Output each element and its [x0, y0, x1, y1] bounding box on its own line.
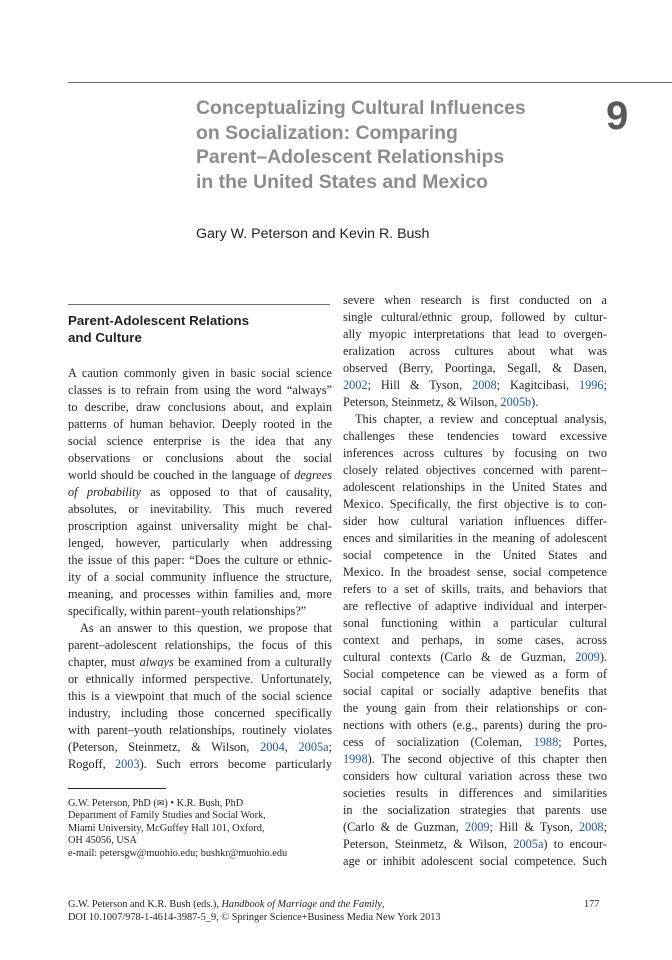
body-line	[343, 309, 607, 326]
body-line	[343, 394, 607, 411]
body-line	[68, 365, 332, 382]
body-text: ; Hill & Tyson,	[489, 820, 579, 834]
body-line	[343, 717, 607, 734]
body-line	[343, 326, 607, 343]
body-line	[68, 722, 332, 739]
body-line	[68, 467, 332, 484]
body-text: in the socialization strategies that parents use	[343, 803, 607, 817]
citation-link[interactable]: 2004	[260, 740, 285, 754]
body-text: This chapter, a review and conceptual analysis,	[355, 412, 607, 426]
body-text: sider how cultural variation influences differ-	[343, 514, 607, 528]
body-line	[68, 552, 332, 569]
body-text: Social competence can be viewed as a form of	[343, 667, 607, 681]
citation-link[interactable]: 1996	[578, 378, 604, 392]
header-rule	[68, 82, 672, 83]
body-text: ; Portes,	[558, 735, 607, 749]
body-text: As an answer to this question, we propose that	[80, 621, 332, 635]
footer-citation	[68, 899, 608, 912]
body-line	[68, 637, 332, 654]
affiliation-line: OH 45056, USA	[68, 835, 137, 847]
section-rule	[68, 304, 330, 305]
body-line	[68, 399, 332, 416]
body-line	[343, 377, 607, 394]
body-text: to describe, draw conclusions about, and explain	[68, 400, 332, 414]
body-line	[68, 739, 332, 756]
author-affiliation	[68, 798, 330, 860]
body-text: A caution commonly given in basic social science	[68, 366, 332, 380]
footer-citation-part: G.W. Peterson and K.R. Bush (eds.),	[68, 899, 222, 910]
body-text: social capital or socially adaptive benefits that	[343, 684, 607, 698]
footer-book-title: Handbook of Marriage and the Family	[221, 899, 382, 910]
body-text: observations or conclusions about the social	[68, 451, 332, 465]
body-text: ).	[531, 395, 539, 409]
body-line	[68, 535, 332, 552]
body-line	[343, 547, 607, 564]
body-text: Peterson, Steinmetz, & Wilson,	[343, 837, 514, 851]
citation-link[interactable]: 2009	[464, 820, 490, 834]
body-line	[343, 632, 607, 649]
body-line	[343, 445, 607, 462]
body-line	[343, 479, 607, 496]
body-text: meaning, and processes within families and, more	[68, 587, 332, 601]
body-line	[68, 688, 332, 705]
body-line	[343, 598, 607, 615]
body-line	[343, 853, 607, 870]
affiliation-email[interactable]: e-mail: petersgw@muohio.edu; bushkr@muohio.edu	[68, 847, 288, 859]
body-text: lenged, however, particularly when addressing	[68, 536, 332, 550]
chapter-title-line: in the United States and Mexico	[196, 170, 488, 193]
body-line	[68, 433, 332, 450]
body-line	[343, 462, 607, 479]
body-text: Peterson, Steinmetz, & Wilson,	[343, 395, 501, 409]
body-text: inferences across cultures by focusing on two	[343, 446, 607, 460]
body-line	[343, 683, 607, 700]
body-line	[68, 569, 332, 586]
emphasis-text: degrees	[294, 468, 332, 482]
body-text: Mexico. Specifically, the first objective is to con-	[343, 497, 607, 511]
body-line	[68, 705, 332, 722]
affiliation-names	[68, 798, 330, 810]
body-text: ). The second objective of this chapter then	[367, 752, 607, 766]
body-line	[343, 734, 607, 751]
body-line	[68, 450, 332, 467]
envelope-icon: ✉	[156, 799, 165, 809]
body-line	[68, 501, 332, 518]
section-heading	[68, 312, 330, 346]
body-text: ; Kagitcibasi,	[496, 378, 579, 392]
body-text: social competence in the United States and	[343, 548, 607, 562]
body-line	[343, 751, 607, 768]
section-heading-line: and Culture	[68, 330, 142, 345]
affiliation-line: Department of Family Studies and Social Work,	[68, 810, 266, 822]
body-text: (Peterson, Steinmetz, & Wilson,	[68, 740, 261, 754]
body-text: classes is to refrain from using the word “always”	[68, 383, 332, 397]
body-line	[68, 586, 332, 603]
chapter-title-line: on Socialization: Comparing	[196, 121, 458, 144]
citation-link[interactable]: 2009	[575, 650, 600, 664]
citation-link[interactable]: 1988	[533, 735, 559, 749]
affiliation-name-part: ) • K.R. Bush, PhD	[164, 798, 244, 809]
emphasis-text: always	[139, 655, 174, 669]
footer-citation-part: ,	[381, 899, 385, 910]
body-text: ;	[603, 378, 607, 392]
body-text: observed (Berry, Poortinga, Segall, & Dasen,	[343, 361, 607, 375]
footnote-rule	[68, 788, 166, 789]
body-text: ally myopic interpretations that lead to overgen-	[343, 327, 607, 341]
body-line	[68, 654, 332, 671]
body-text: be examined from a culturally	[173, 655, 332, 669]
body-text: ;	[328, 740, 333, 754]
body-line	[68, 484, 332, 501]
body-text: industry, including those concerned specifically	[68, 706, 332, 720]
body-text: specifically, within parent–youth relationships?”	[68, 604, 307, 618]
citation-link[interactable]: 2005b	[500, 395, 532, 409]
affiliation-name-part: G.W. Peterson, PhD (	[68, 798, 157, 809]
body-text: closely related objectives concerned with parent–	[343, 463, 607, 477]
body-text: or ethnically informed perspective. Unfortunately,	[68, 672, 332, 686]
chapter-title-line: Parent–Adolescent Relationships	[196, 146, 505, 168]
body-text: parent–adolescent relationships, the focus of this	[68, 638, 332, 652]
body-text: social science enterprise is the idea that any	[68, 434, 332, 448]
body-line	[343, 649, 607, 666]
body-text: ;	[603, 820, 607, 834]
citation-link[interactable]: 2002	[343, 378, 368, 392]
body-line	[343, 768, 607, 785]
body-text: nections with others (e.g., parents) during the pro-	[343, 718, 607, 732]
chapter-title	[196, 96, 576, 194]
body-line	[68, 416, 332, 433]
citation-link[interactable]: 1998	[343, 752, 368, 766]
body-line	[343, 581, 607, 598]
body-text: ,	[284, 740, 299, 754]
body-line	[343, 428, 607, 445]
body-text: societies results in differences and similarities	[343, 786, 607, 800]
body-line	[343, 496, 607, 513]
body-line	[343, 615, 607, 632]
footer-doi: DOI 10.1007/978-1-4614-3987-5_9, © Springer Science+Business Media New York 2013	[68, 911, 441, 923]
body-text: refers to a set of skills, traits, and behaviors that	[343, 582, 607, 596]
body-text: as opposed to that of causality,	[141, 485, 332, 499]
page-footer	[68, 899, 608, 925]
body-text: the issue of this paper: “Does the culture or ethnic-	[68, 553, 332, 567]
body-text: adolescent relationships in the United States and	[343, 480, 607, 494]
body-line	[343, 802, 607, 819]
body-text: ity of a social community influence the structure,	[68, 570, 332, 584]
body-text: severe when research is first conducted on a	[343, 293, 607, 307]
body-text: ) to encour-	[543, 837, 607, 851]
body-line	[343, 513, 607, 530]
body-line	[343, 411, 607, 428]
body-line	[68, 671, 332, 688]
body-text: (Carlo & de Guzman,	[343, 820, 465, 834]
body-text: ences and similarities in the meaning of adolescent	[343, 531, 607, 545]
section-heading-line: Parent-Adolescent Relations	[68, 313, 250, 328]
body-text: sonal functioning within a particular cultural	[343, 616, 607, 630]
chapter-number: 9	[606, 94, 629, 138]
page-number: 177	[584, 899, 600, 910]
body-text: the young gain from their relationships or con-	[343, 701, 607, 715]
body-text: this is a viewpoint that much of the social science	[68, 689, 332, 703]
affiliation-line: Miami University, McGuffey Hall 101, Oxford,	[68, 822, 265, 834]
body-text: considers how cultural variation across these two	[343, 769, 607, 783]
body-line	[68, 382, 332, 399]
citation-link[interactable]: 2008	[578, 820, 604, 834]
body-text: Rogoff,	[68, 757, 115, 771]
body-line	[68, 620, 332, 637]
citation-link[interactable]: 2008	[472, 378, 497, 392]
body-text: proscription against universality might be chal-	[68, 519, 332, 533]
body-line	[343, 530, 607, 547]
body-line	[343, 564, 607, 581]
body-text: are reflective of adaptive individual and interper-	[343, 599, 607, 613]
body-line	[343, 836, 607, 853]
body-line	[68, 756, 332, 773]
body-line	[343, 292, 607, 309]
emphasis-text: of probability	[68, 485, 142, 499]
body-text: ). Such errors become particularly	[139, 757, 332, 771]
citation-link[interactable]: 2005a	[513, 837, 544, 851]
body-text: age or inhibit adolescent social competence. Such	[343, 854, 607, 868]
body-line	[343, 819, 607, 836]
body-text: challenges these tendencies toward excessive	[343, 429, 607, 443]
body-line	[343, 666, 607, 683]
body-text: patterns of human behavior. Deeply rooted in the	[68, 417, 332, 431]
body-text: with parent–youth relationships, routinely violates	[68, 723, 332, 737]
body-text: absolutes, or inevitability. This much revered	[68, 502, 332, 516]
body-text: chapter, must	[68, 655, 140, 669]
body-line	[68, 603, 332, 620]
body-text: ).	[599, 650, 607, 664]
chapter-title-line: Conceptualizing Cultural Influences	[196, 97, 526, 119]
body-text: Mexico. In the broadest sense, social competence	[343, 565, 607, 579]
body-text: ; Hill & Tyson,	[367, 378, 473, 392]
body-text: single cultural/ethnic group, followed by cultur-	[343, 310, 607, 324]
chapter-authors: Gary W. Peterson and Kevin R. Bush	[196, 226, 430, 242]
citation-link[interactable]: 2005a	[298, 740, 329, 754]
body-line	[343, 343, 607, 360]
body-text: cess of socialization (Coleman,	[343, 735, 534, 749]
body-text: cultural contexts (Carlo & de Guzman,	[343, 650, 576, 664]
citation-link[interactable]: 2003	[114, 757, 140, 771]
body-line	[343, 785, 607, 802]
body-line	[343, 360, 607, 377]
body-line	[68, 518, 332, 535]
body-text: world should be couched in the language of	[68, 468, 295, 482]
body-text: context and perhaps, in some cases, across	[343, 633, 607, 647]
body-line	[343, 700, 607, 717]
body-text: eralization across cultures about what was	[343, 344, 607, 358]
